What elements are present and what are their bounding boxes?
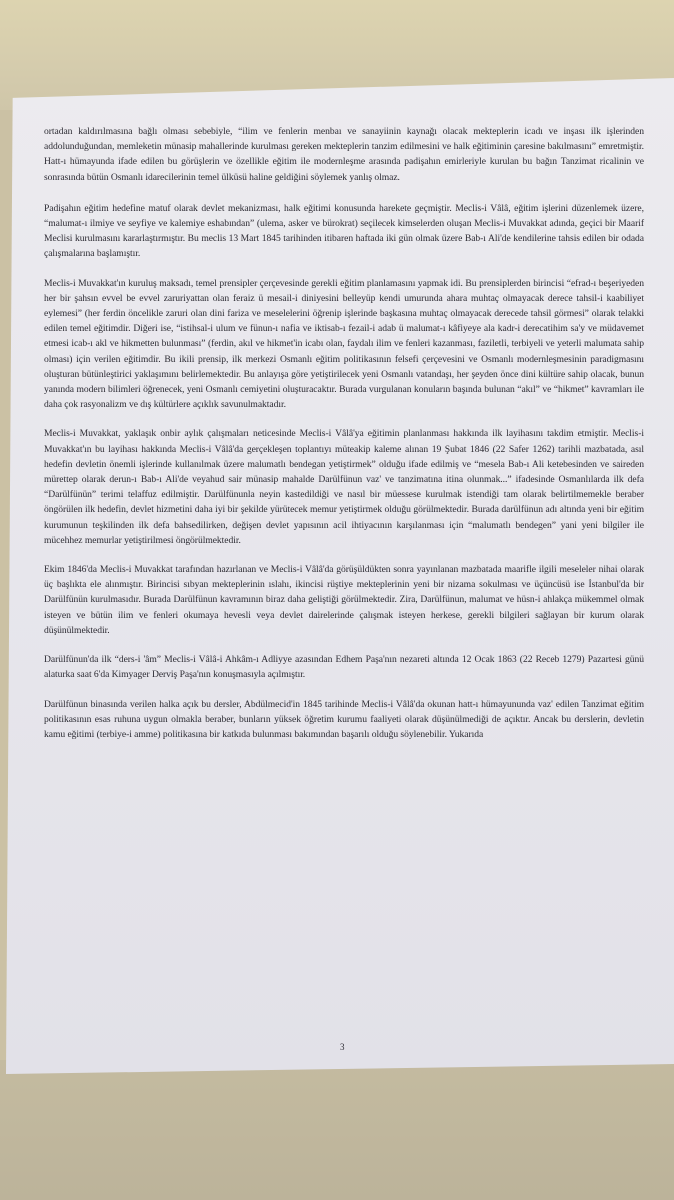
paragraph-2: Padişahın eğitim hedefine matuf olarak devlet mekanizması, halk eğitimi konusunda harekete geçmiştir. Meclis-i Vâlâ, eğitim işlerini düzenlemek üzere, “malumat-ı ilmiye ve seyfiye ve kalemiye eshabından” (ulema, asker ve bürokrat) seçilecek kimselerden oluşan Meclis-i Muvakkat adında, geçici bir Maarif Meclisi kurulmasını kararlaştırmıştır. Bu meclis 13 Mart 1845 tarihinden itibaren haftada iki gün olmak üzere Bab-ı Ali'de kendilerine tahsis edilen bir odada çalışmalarına başlamıştır. xyxy=(44,202,644,260)
paragraph-1: ortadan kaldırılmasına bağlı olması sebebiyle, “ilim ve fenlerin menbaı ve sanayiinin kaynağı olacak mekteplerin icadı ve inşası ilk işlerinden addolunduğundan, memleketin münasip mahallerinde kurulması gereken mekteplerin tanzim edilmesini ve halk eğitiminin çaresine bakılmasını” emretmiştir. Hatt-ı hümayunda ifade edilen bu görüşlerin ve özellikle eğitim ile modernleşme arasında padişahın emirleriyle kurulan bu bağın Tanzimat ricalinin ve sonrasında bütün Osmanlı idarecilerinin temel ülküsü haline geldiğini söylemek yanlış olmaz. xyxy=(44,126,644,183)
paragraph-5: Ekim 1846'da Meclis-i Muvakkat tarafından hazırlanan ve Meclis-i Vâlâ'da görüşüldükten sonra yayınlanan mazbatada maarifle ilgili meseleler nihai olarak üç başlıkta ele alınmıştır. Birincisi sıbyan mekteplerinin ıslahı, ikincisi rüştiye mekteplerinin yeni bir nizama sokulması ve üçüncüsü ise İstanbul'da bir Darülfünün kurulmasıdır. Burada Darülfünun kavramının biraz daha geliştiği görülmektedir. Zira, Darülfünun, malumat ve hüsn-i ahlakça mükemmel olmak isteyen ve bütün ilim ve fenleri okumaya hevesli veya devlet dairelerinde çalışmak isteyen herkese, gerekli bilgileri sağlayan bir kurum olarak düşünülmektedir. xyxy=(44,564,644,636)
paragraph-7: Darülfünun binasında verilen halka açık bu dersler, Abdülmecid'in 1845 tarihinde Meclis-i Vâlâ'da okunan hatt-ı hümayununda vaz' edilen Tanzimat eğitim politikasının esas ruhuna uygun olmakla beraber, bunların yüksek öğretim kurumu faaliyeti olarak düşünülmediği de açıktır. Ancak bu derslerin, devletin kamu eğitimi (terbiye-i amme) politikasına bir katkıda bulunması bakımından başarılı olduğu söylenebilir. Yukarıda xyxy=(44,698,644,740)
paragraph-4: Meclis-i Muvakkat, yaklaşık onbir aylık çalışmaları neticesinde Meclis-i Vâlâ'ya eğitimin planlanması hakkında ilk layihasını takdim etmiştir. Meclis-i Muvakkat'ın bu layihası hakkında Meclis-i Vâlâ'da gerçekleşen toplantıyı müteakip kaleme alınan 19 Şubat 1846 (22 Safer 1262) tarihli mazbatada, asıl hedefin devletin önemli işlerinde kullanılmak üzere malumatlı bendegan yetiştirmek” olduğu ifade edilmiş ve “mesela Bab-ı Ali ketebesinden ve saireden mürettep olarak derun-ı Bab-ı Ali'de veyahud sair münasip mahalde Darülfünun vaz' ve tanzimatına itina olunmak...” ifadesinde Osmanlılarda ilk defa “Darülfünün” terimi telaffuz edilmiştir. Darülfünunla neyin kastedildiği ve nasıl bir müessese kurulmak istendiği tam olarak belirtilmemekle beraber öngörülen ilk hedefin, devlet hizmetini daha iyi bir şekilde yürütecek memur yetiştirmek olduğu görülmektedir. Burada darülfünun adı altında yeni bir eğitim kurumunun teşkilinden ilk defa bahsedilirken, değişen devlet yapısının acil ihtiyacının karşılanması için “malumatlı bendegen” yani yeni bilgiler ile mücehhez memurlar yetiştirilmesi öngörülmektedir. xyxy=(44,428,644,546)
page-number: 3 xyxy=(340,1042,345,1052)
paragraph-3: Meclis-i Muvakkat'ın kuruluş maksadı, temel prensipler çerçevesinde gerekli eğitim planlamasını yapmak idi. Bu prensiplerden birincisi “efrad-ı beşeriyeden her bir şahsın evvel be evvel zaruriyattan olan feraiz ü mesail-i diniyesini belleyüp kendi umurunda ahara muhtaç olmayacak derece tahsil-i kaabiliyet eylemesi” (her ferdin öncelikle zaruri olan dini fariza ve meselelerini öğrenip işlerinde başkasına muhtaç olmayacak derecede tahsil görmesi” olarak telakki edilen temel eğitimdir. Diğeri ise, “istihsal-i ulum ve fünun-ı nafia ve iktisab-ı fezail-i adab ü malumat-ı kâfiyeye ala kadr-i derecatihim sa'y ve müdavemet etmesi icab-ı akl ve hikmetten bulunması” (ferdin, akıl ve hikmet'in icabı olan, faydalı ilim ve fenleri kazanması, faziletli, terbiyeli ve yeterli malumata sahip olması) için verilen eğitimdir. Bu ikili prensip, ilk merkezi Osmanlı eğitim politikasının felsefi çerçevesini ve Osmanlı modernleşmesinin paradigmasını oluşturan bütünleştirici yaklaşımını belirlemektedir. Bu anlayışa göre yetiştirilecek yeni Osmanlı vatandaşı, her şeyden önce dini kültüre sahip olacak, bunun yanında modern bilimleri öğrenecek, yeni Osmanlı cemiyetini oluşturacaktır. Burada vurgulanan konuların başında bulunan “akıl” ve “hikmet” kavramları ile daha çok rasyonalizm ve dış kültürlere açıklık savunulmaktadır. xyxy=(44,277,644,411)
paragraph-6: Darülfünun'da ilk “ders-i 'âm” Meclis-i Vâlâ-i Ahkâm-ı Adliyye azasından Edhem Paşa'nın nezareti altında 12 Ocak 1863 (22 Receb 1279) Pazartesi günü alaturka saat 6'da Kimyager Derviş Paşa'nın konuşmasıyla açılmıştır. xyxy=(44,654,644,681)
document-body xyxy=(44,124,644,756)
background-bottom xyxy=(0,1060,674,1200)
